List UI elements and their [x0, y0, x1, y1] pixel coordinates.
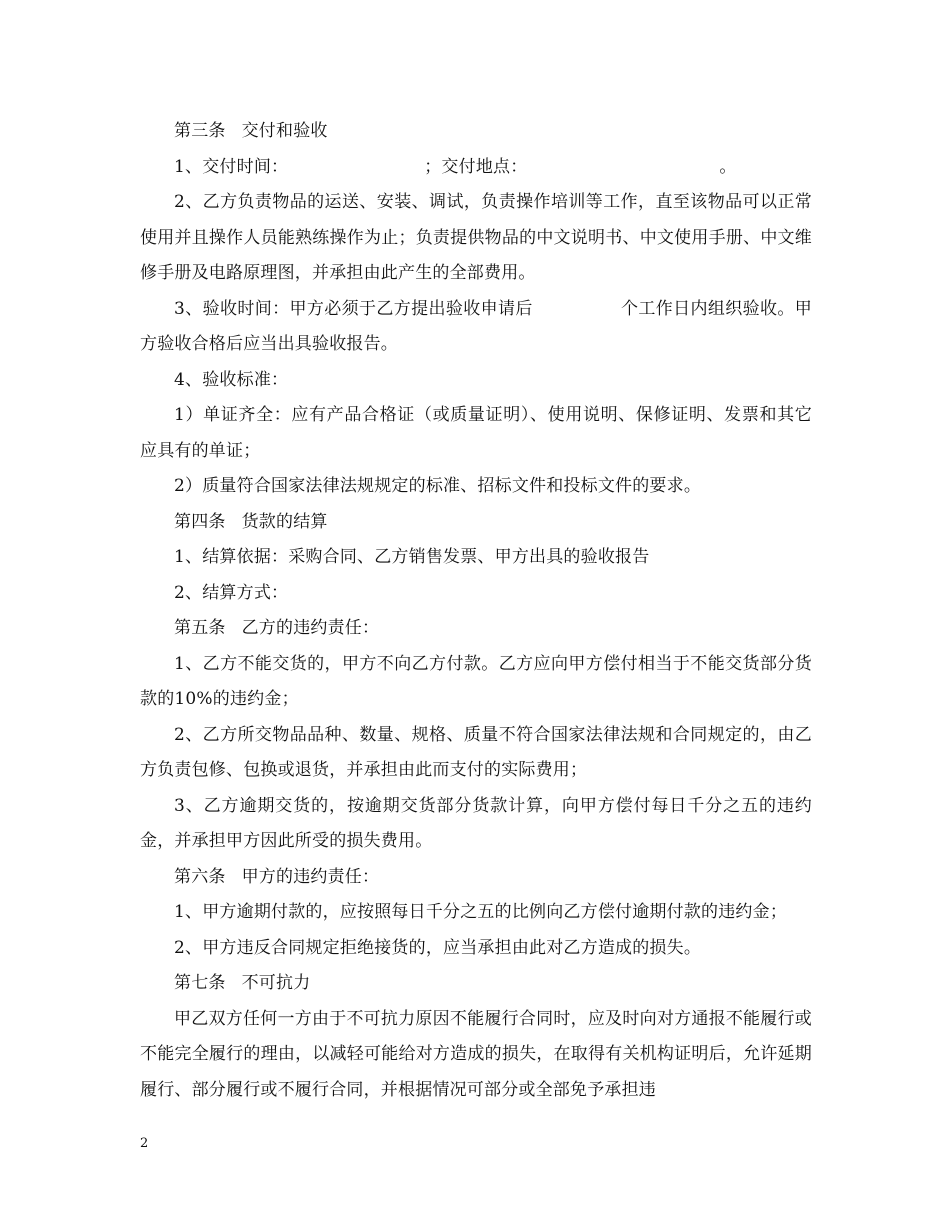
article-5-title: 乙方的违约责任：: [241, 618, 380, 638]
article-3-item-4: 4、验收标准：: [174, 369, 289, 390]
article-3-item-4-1: 1）单证齐全：应有产品合格证（或质量证明）、使用说明、保修证明、发票和其它应具有的单证；: [140, 405, 812, 461]
delivery-end-mark: 。: [719, 156, 737, 177]
article-6-number: 第六条: [174, 866, 226, 887]
article-6-item-1: 1、甲方逾期付款的，应按照每日千分之五的比例向乙方偿付逾期付款的违约金；: [174, 902, 788, 922]
acceptance-time-label: 3、验收时间：甲方必须于乙方提出验收申请后: [174, 298, 533, 319]
article-6-item-2: 2、甲方违反合同规定拒绝接货的，应当承担由此对乙方造成的损失。: [174, 937, 702, 958]
article-3-item-3: [140, 292, 812, 363]
article-5-number: 第五条: [174, 618, 226, 638]
article-5-item-3: 3、乙方逾期交货的，按逾期交货部分货款计算，向甲方偿付每日千分之五的违约金，并承担甲方因此所受的损失费用。: [140, 795, 812, 851]
article-7-number: 第七条: [174, 973, 226, 993]
article-4-title: 货款的结算: [241, 511, 328, 532]
article-3-heading: [140, 114, 812, 150]
article-3-item-4-2: 2）质量符合国家法律法规规定的标准、招标文件和投标文件的要求。: [174, 476, 702, 496]
article-7-body: 甲乙双方任何一方由于不可抗力原因不能履行合同时，应及时向对方通报不能履行或不能完全履行的理由，以减轻可能给对方造成的损失，在取得有关机构证明后，允许延期履行、部分履行或不履行合同，并根据情况可部分或全部免予承担违: [140, 1008, 812, 1100]
article-3-title: 交付和验收: [241, 121, 328, 141]
delivery-time-label: 1、交付时间：: [174, 156, 289, 177]
acceptance-time-rest: 个工作日内组织验收。甲方验收合格后应当出具验收报告。: [140, 298, 812, 354]
article-6-title: 甲方的违约责任：: [241, 866, 380, 887]
article-4-heading: [140, 505, 812, 541]
page-number: 2: [140, 1136, 149, 1151]
article-4-item-1: 1、结算依据：采购合同、乙方销售发票、甲方出具的验收报告: [174, 547, 650, 567]
delivery-place-label: ；交付地点：: [424, 156, 528, 177]
article-6-heading: [140, 860, 812, 896]
article-5-item-2: 2、乙方所交物品品种、数量、规格、质量不符合国家法律法规和合同规定的，由乙方负责包修、包换或退货，并承担由此而支付的实际费用；: [140, 724, 812, 780]
article-5-item-1: 1、乙方不能交货的，甲方不向乙方付款。乙方应向甲方偿付相当于不能交货部分货款的10%的违约金；: [140, 653, 812, 709]
article-7-heading: [140, 966, 812, 1002]
article-5-heading: [140, 611, 812, 647]
article-7-title: 不可抗力: [241, 973, 311, 993]
article-4-number: 第四条: [174, 511, 226, 532]
article-3-item-2: 2、乙方负责物品的运送、安装、调试，负责操作培训等工作，直至该物品可以正常使用并且操作人员能熟练操作为止；负责提供物品的中文说明书、中文使用手册、中文维修手册及电路原理图，并承担由此产生的全部费用。: [140, 192, 812, 283]
article-3-item-1: [140, 150, 812, 186]
contract-body: [140, 114, 812, 1108]
article-4-item-2: 2、结算方式：: [174, 582, 289, 603]
article-3-number: 第三条: [174, 121, 226, 141]
